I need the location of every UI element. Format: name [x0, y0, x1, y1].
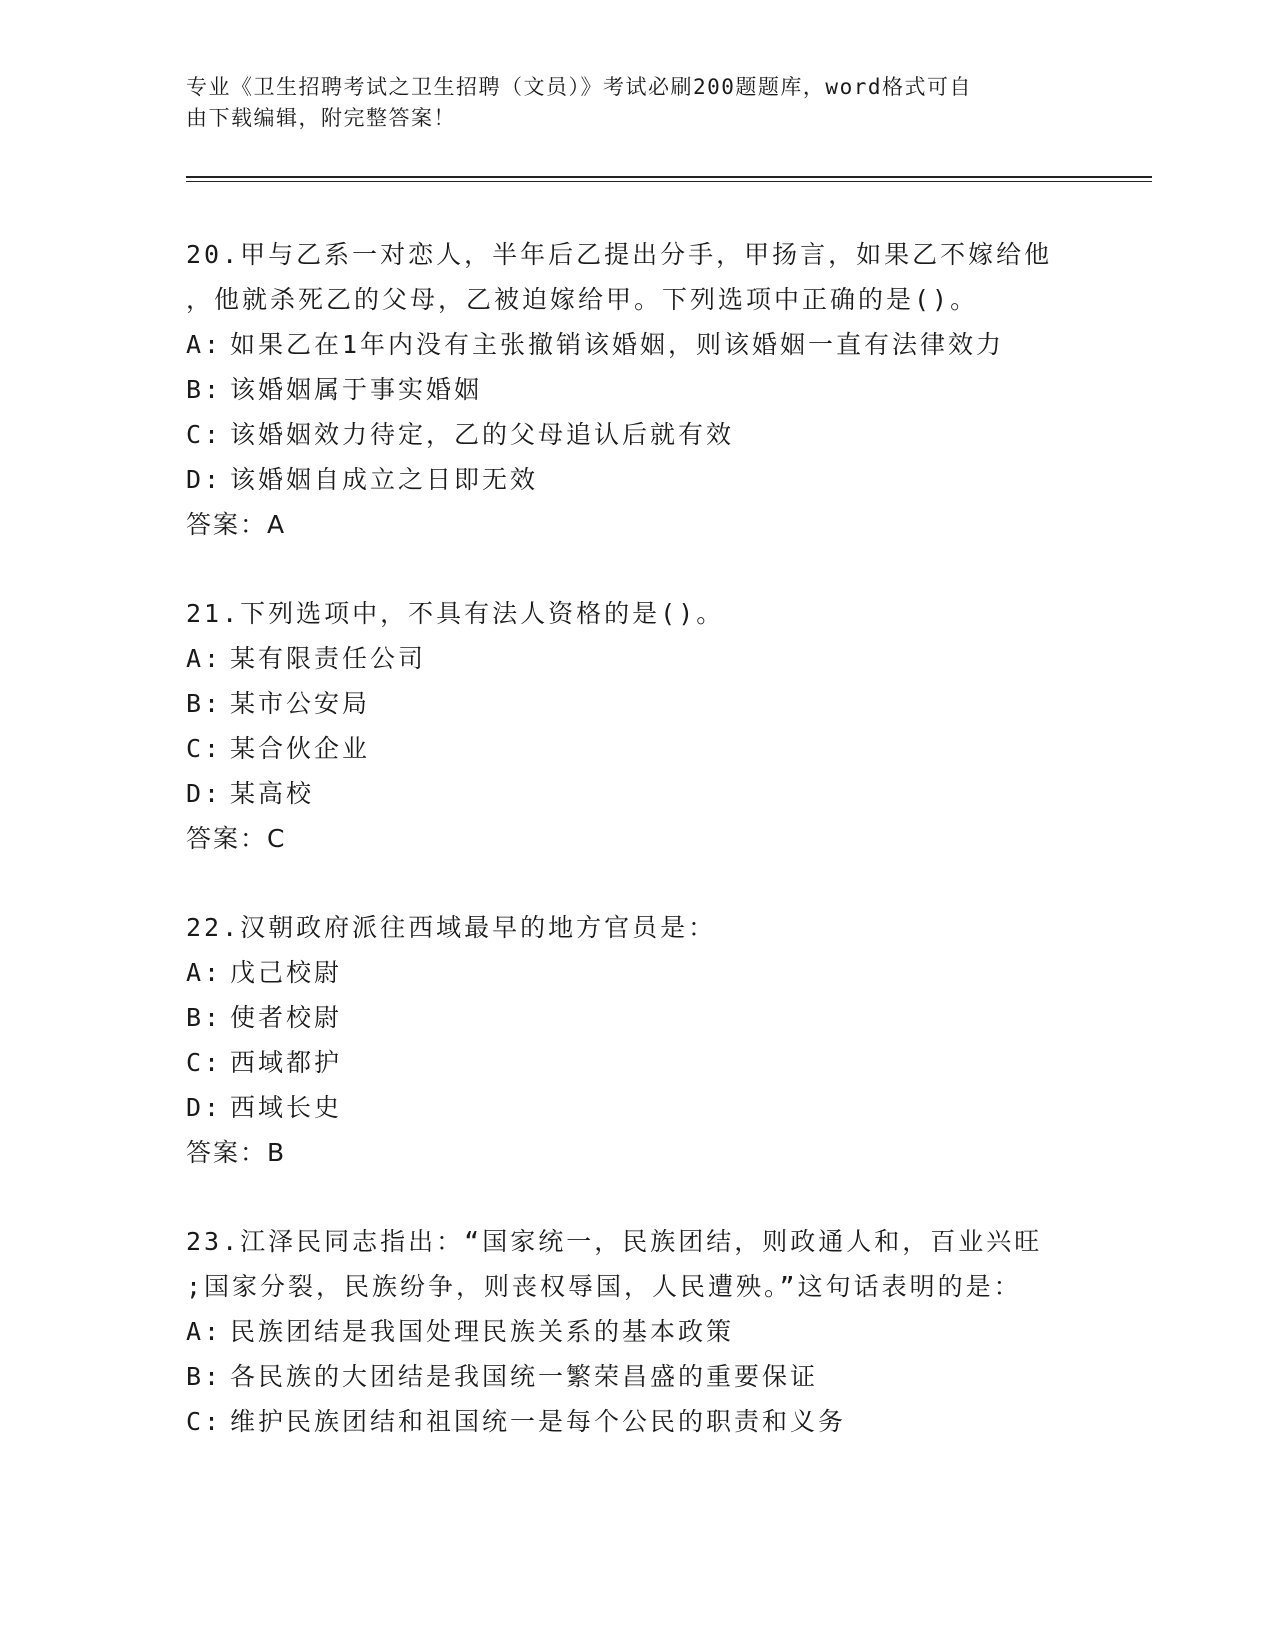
option-d: [186, 771, 1086, 816]
option-c: [186, 726, 1086, 771]
option-d: [186, 1085, 1086, 1130]
question-21: [186, 591, 1086, 861]
option-text: 某市公安局: [230, 689, 371, 718]
option-b: [186, 1354, 1086, 1399]
option-text: 戊己校尉: [230, 958, 343, 987]
answer-line: 答案：A: [186, 510, 287, 539]
option-letter: A:: [186, 330, 223, 359]
header-divider: [186, 176, 1152, 182]
question-stem-line-1: 20.甲与乙系一对恋人，半年后乙提出分手，甲扬言，如果乙不嫁给他: [186, 240, 1053, 269]
option-letter: C:: [186, 420, 223, 449]
question-list: [186, 232, 1086, 1488]
question-23: [186, 1219, 1086, 1444]
answer-line: 答案：B: [186, 1138, 287, 1167]
option-text: 该婚姻属于事实婚姻: [230, 375, 483, 404]
option-a: [186, 1309, 1086, 1354]
option-letter: C:: [186, 1048, 223, 1077]
answer-line: 答案：C: [186, 824, 287, 853]
option-letter: C:: [186, 1407, 223, 1436]
option-b: [186, 681, 1086, 726]
option-text: 某有限责任公司: [230, 644, 427, 673]
question-20: [186, 232, 1086, 547]
option-letter: D:: [186, 465, 223, 494]
option-letter: B:: [186, 689, 223, 718]
option-c: [186, 412, 1086, 457]
question-stem-line-2: ;国家分裂，民族纷争，则丧权辱国，人民遭殃。”这句话表明的是：: [186, 1272, 1022, 1301]
option-letter: D:: [186, 1093, 223, 1122]
option-text: 该婚姻自成立之日即无效: [230, 465, 539, 494]
option-d: [186, 457, 1086, 502]
option-text: 各民族的大团结是我国统一繁荣昌盛的重要保证: [230, 1362, 819, 1391]
question-stem-line-1: 22.汉朝政府派往西域最早的地方官员是：: [186, 913, 717, 942]
option-text: 该婚姻效力待定，乙的父母追认后就有效: [230, 420, 735, 449]
question-stem-line-2: ，他就杀死乙的父母，乙被迫嫁给甲。下列选项中正确的是()。: [186, 285, 979, 314]
option-a: [186, 950, 1086, 995]
option-a: [186, 322, 1086, 367]
question-stem-line-1: 21.下列选项中，不具有法人资格的是()。: [186, 599, 725, 628]
option-text: 民族团结是我国处理民族关系的基本政策: [230, 1317, 735, 1346]
document-header: [186, 72, 1086, 134]
option-letter: D:: [186, 779, 223, 808]
option-b: [186, 367, 1086, 412]
option-letter: B:: [186, 375, 223, 404]
option-text: 某合伙企业: [230, 734, 371, 763]
option-a: [186, 636, 1086, 681]
header-line-2: 由下载编辑，附完整答案！: [186, 106, 456, 130]
option-b: [186, 995, 1086, 1040]
option-c: [186, 1399, 1086, 1444]
option-letter: A:: [186, 958, 223, 987]
option-letter: A:: [186, 1317, 223, 1346]
option-text: 西域都护: [230, 1048, 343, 1077]
option-text: 某高校: [230, 779, 315, 808]
option-letter: B:: [186, 1362, 223, 1391]
option-text: 如果乙在1年内没有主张撤销该婚姻，则该婚姻一直有法律效力: [230, 330, 1005, 359]
option-text: 使者校尉: [230, 1003, 343, 1032]
option-letter: A:: [186, 644, 223, 673]
question-22: [186, 905, 1086, 1175]
option-text: 维护民族团结和祖国统一是每个公民的职责和义务: [230, 1407, 847, 1436]
option-text: 西域长史: [230, 1093, 343, 1122]
option-letter: B:: [186, 1003, 223, 1032]
option-c: [186, 1040, 1086, 1085]
header-line-1: 专业《卫生招聘考试之卫生招聘（文员）》考试必刷200题题库，word格式可自: [186, 75, 972, 99]
option-letter: C:: [186, 734, 223, 763]
question-stem-line-1: 23.江泽民同志指出：“国家统一，民族团结，则政通人和，百业兴旺: [186, 1227, 1043, 1256]
